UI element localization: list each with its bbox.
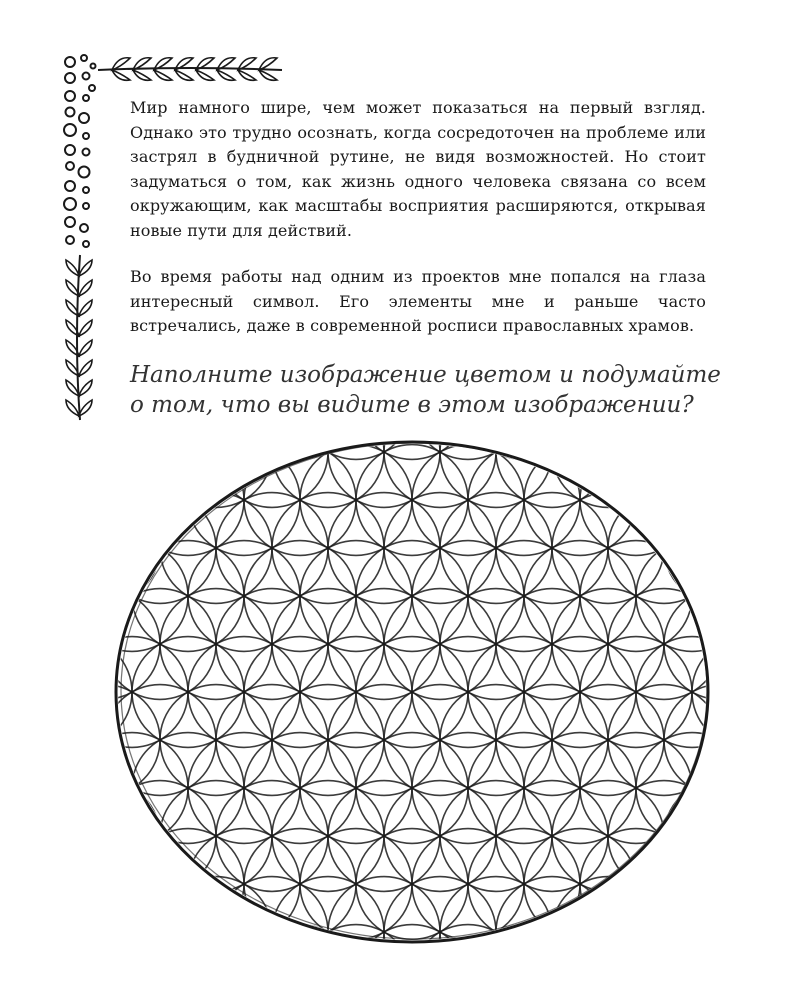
pattern-circle	[552, 877, 664, 988]
pattern-circle	[0, 685, 104, 796]
pattern-circle	[720, 589, 800, 700]
pattern-circle	[244, 349, 356, 460]
pattern-circle	[76, 829, 188, 940]
pattern-circle	[160, 877, 272, 988]
pattern-circle	[216, 397, 328, 508]
pattern-circle	[496, 397, 608, 508]
prompt-line-1: Наполните изображение цветом и подумайте	[130, 362, 721, 388]
pattern-circle	[48, 685, 160, 796]
flower-pattern-group	[0, 349, 800, 1000]
pattern-circle	[468, 349, 580, 460]
pattern-circle	[636, 829, 748, 940]
pattern-circle	[580, 445, 692, 556]
pattern-circle	[720, 685, 800, 796]
pattern-circle	[48, 589, 160, 700]
pattern-circle	[104, 781, 216, 892]
pattern-circle	[132, 829, 244, 940]
pattern-circle	[76, 445, 188, 556]
pattern-circle	[300, 925, 412, 1000]
pattern-circle	[636, 445, 748, 556]
pattern-circle	[76, 733, 188, 844]
symbol-paragraph: Во время работы над одним из проектов мне попался на глаза интересный символ. Его элементы мне и раньше часто встречались, даже в современной росписи православных храмов.	[130, 267, 706, 336]
pattern-circle	[636, 733, 748, 844]
pattern-circle	[636, 541, 748, 652]
pattern-circle	[496, 877, 608, 988]
intro-paragraph: Мир намного шире, чем может показаться на первый взгляд. Однако это трудно осознать, когда сосредоточен на проблеме или застрял в будничной рутине, не видя возможностей. Но стоит задуматься о том, как жизнь одного человека связана со всем окружающим, как масштабы восприятия расширяются, открывая новые пути для действий.	[130, 98, 706, 240]
pattern-circle	[664, 589, 776, 700]
pattern-circle	[76, 541, 188, 652]
pattern-circle	[216, 877, 328, 988]
pattern-circle	[664, 685, 776, 796]
pattern-circle	[104, 493, 216, 604]
pattern-circle	[692, 541, 800, 652]
pattern-circle	[412, 925, 524, 1000]
pattern-circle	[692, 733, 800, 844]
pattern-circle	[608, 493, 720, 604]
prompt-line-2: о том, что вы видите в этом изображении?	[130, 392, 694, 418]
pattern-circle	[0, 589, 104, 700]
pattern-circle	[160, 397, 272, 508]
pattern-circle	[20, 733, 132, 844]
pattern-circle	[356, 925, 468, 1000]
pattern-circle	[552, 397, 664, 508]
pattern-circle	[608, 781, 720, 892]
pattern-circle	[580, 829, 692, 940]
pattern-circle	[20, 541, 132, 652]
